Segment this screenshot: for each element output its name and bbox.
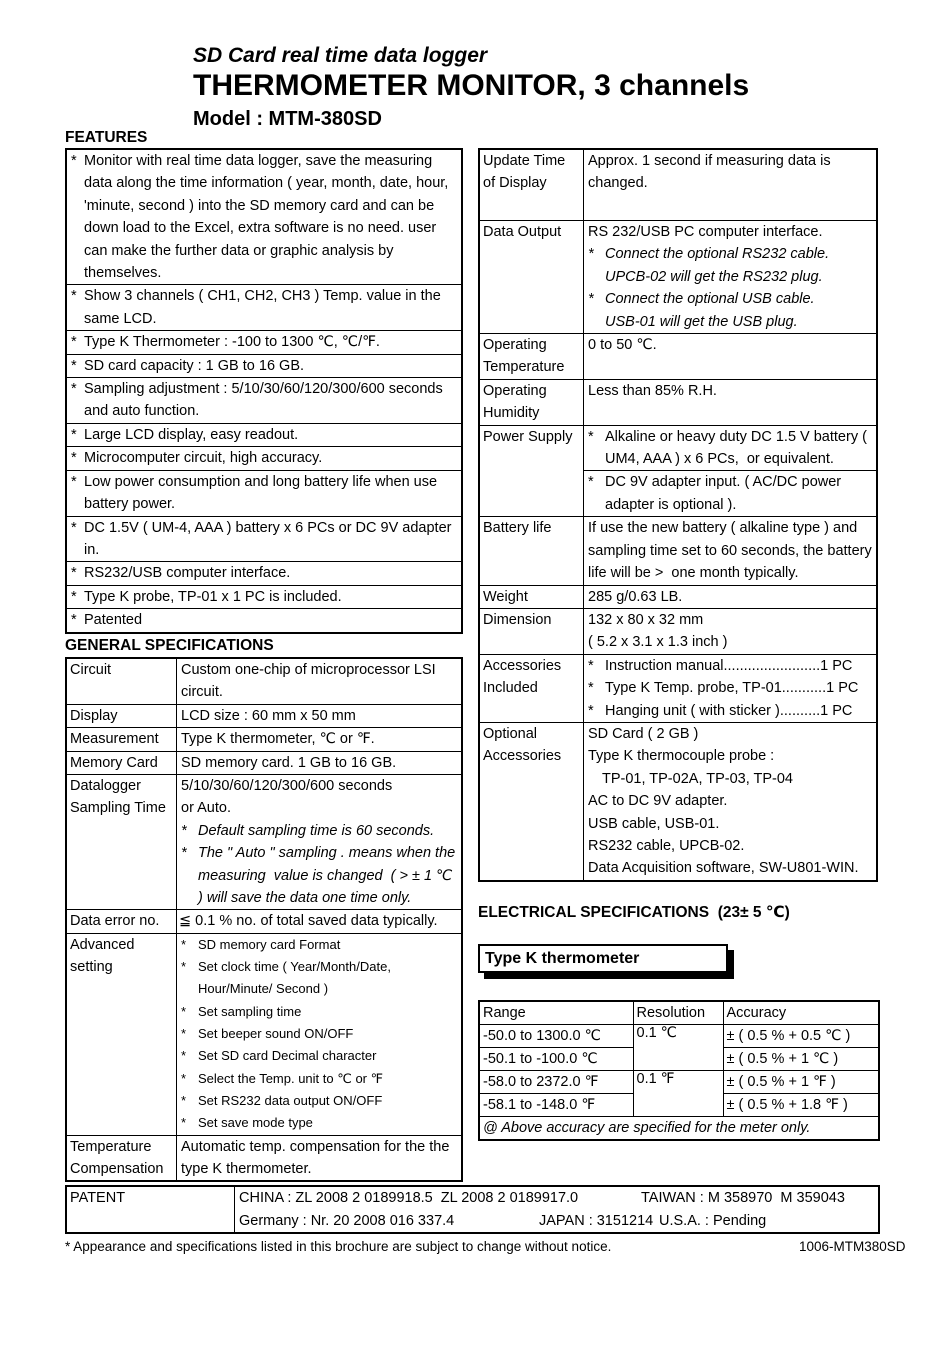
accuracy-cell: ± ( 0.5 % + 1 ℃ ) bbox=[723, 1048, 879, 1071]
spec-label: Data Output bbox=[480, 221, 584, 333]
patent-row bbox=[67, 1187, 878, 1232]
right-specs-table bbox=[478, 148, 878, 882]
spec-value: * SD memory card Format * Set clock time ( Year/Month/Date, Hour/Minute/ Second ) * Set sampling time * Set beeper sound ON/OFF * Set SD card Decimal character * Select the Temp. unit to ℃ or ℉ * Set RS232 data output ON/OFF * Set save mode type bbox=[177, 934, 461, 1135]
spec-label: Advanced setting bbox=[67, 934, 177, 1135]
spec-value: RS 232/USB PC computer interface. * Connect the optional RS232 cable. UPCB-02 will get the RS232 plug. * Connect the optional USB cable. USB-01 will get the USB plug. bbox=[588, 224, 830, 330]
accuracy-cell: ± ( 0.5 % + 1.8 ℉ ) bbox=[723, 1094, 879, 1117]
spec-row-advanced-setting bbox=[67, 933, 461, 1135]
bullet: * bbox=[71, 519, 77, 536]
spec-value: 0 to 50 ℃. bbox=[588, 337, 657, 354]
range-cell: -50.0 to 1300.0 ℃ bbox=[479, 1025, 633, 1048]
accuracy-header: Accuracy bbox=[723, 1001, 879, 1025]
feature-item: * SD card capacity : 1 GB to 16 GB. bbox=[67, 354, 461, 377]
spec-label: Temperature Compensation bbox=[67, 1136, 177, 1181]
electrical-table bbox=[478, 1000, 880, 1141]
bullet: * bbox=[588, 657, 594, 674]
spec-row-operating-temperature bbox=[480, 333, 876, 379]
bullet: * bbox=[181, 845, 187, 862]
bullet: * bbox=[71, 426, 77, 443]
patent-china: CHINA : ZL 2008 2 0189918.5 ZL 2008 2 0189917.0 bbox=[239, 1190, 579, 1206]
spec-label: Memory Card bbox=[67, 752, 177, 774]
electrical-row bbox=[479, 1071, 879, 1094]
spec-label: Weight bbox=[480, 586, 584, 608]
electrical-specs-heading: ELECTRICAL SPECIFICATIONS (23± 5 ℃) bbox=[478, 904, 790, 921]
range-cell: -50.1 to -100.0 ℃ bbox=[479, 1048, 633, 1071]
spec-row-accessories-included bbox=[480, 654, 876, 722]
spec-row-dimension bbox=[480, 608, 876, 654]
type-k-thermometer-box: Type K thermometer bbox=[478, 944, 728, 973]
accuracy-footnote: @ Above accuracy are specified for the meter only. bbox=[479, 1117, 879, 1141]
bullet: * bbox=[181, 1092, 187, 1108]
resolution-cell: 0.1 ℉ bbox=[633, 1071, 723, 1117]
bullet: * bbox=[181, 959, 187, 975]
spec-row-memory-card bbox=[67, 751, 461, 774]
bullet: * bbox=[181, 1048, 187, 1064]
feature-item: * Type K Thermometer : -100 to 1300 ℃, ℃/℉. bbox=[67, 330, 461, 353]
footer-note: * Appearance and specifications listed in this brochure are subject to change without notice. bbox=[65, 1239, 612, 1254]
spec-label: Display bbox=[67, 705, 177, 727]
spec-row-circuit bbox=[67, 659, 461, 704]
bullet: * bbox=[181, 1026, 187, 1042]
bullet: * bbox=[588, 702, 594, 719]
spec-row-datalogger-sampling bbox=[67, 774, 461, 909]
feature-item: * Patented bbox=[67, 608, 461, 631]
doc-subtitle: SD Card real time data logger bbox=[193, 44, 488, 67]
patent-japan: JAPAN : 3151214 bbox=[539, 1213, 654, 1229]
spec-value: SD Card ( 2 GB ) Type K thermocouple probe : TP-01, TP-02A, TP-03, TP-04 AC to DC 9V adapter. USB cable, USB-01. RS232 cable, UPCB-02. Data Acquisition software, SW-U801-WIN. bbox=[588, 725, 859, 877]
model-number: Model : MTM-380SD bbox=[193, 108, 382, 130]
patent-label: PATENT bbox=[67, 1187, 235, 1232]
general-specs-heading: GENERAL SPECIFICATIONS bbox=[65, 637, 274, 654]
bullet: * bbox=[588, 680, 594, 697]
spec-row-display bbox=[67, 704, 461, 727]
bullet: * bbox=[181, 822, 187, 839]
electrical-row bbox=[479, 1025, 879, 1048]
features-heading: FEATURES bbox=[65, 129, 148, 146]
electrical-header-row bbox=[479, 1001, 879, 1025]
spec-value: * Instruction manual........................1 PC * Type K Temp. probe, TP-01...........1 PC * Hanging unit ( with sticker )..........1 PC bbox=[584, 655, 876, 722]
spec-row-data-error bbox=[67, 909, 461, 932]
spec-value: 132 x 80 x 32 mm ( 5.2 x 3.1 x 1.3 inch ) bbox=[588, 611, 728, 651]
spec-label: Dimension bbox=[480, 609, 584, 654]
spec-label: Operating Temperature bbox=[480, 334, 584, 379]
bullet: * bbox=[71, 153, 77, 169]
spec-value: Less than 85% R.H. bbox=[588, 382, 717, 399]
spec-row-power-supply bbox=[480, 425, 876, 517]
patent-usa: U.S.A. : Pending bbox=[659, 1213, 767, 1229]
spec-row-update-time bbox=[480, 150, 876, 220]
spec-label: Data error no. bbox=[67, 910, 177, 932]
spec-value: Automatic temp. compensation for the the type K thermometer. bbox=[181, 1138, 454, 1177]
spec-label: Update Time of Display bbox=[480, 150, 584, 220]
range-header: Range bbox=[479, 1001, 633, 1025]
feature-item: * RS232/USB computer interface. bbox=[67, 561, 461, 584]
spec-value: ≦ 0.1 % no. of total saved data typically. bbox=[179, 913, 438, 930]
spec-row-measurement bbox=[67, 727, 461, 750]
features-table bbox=[65, 148, 463, 634]
spec-value: If use the new battery ( alkaline type ) and sampling time set to 60 seconds, the battery life will be > one month typically. bbox=[588, 520, 876, 582]
feature-item: * Low power consumption and long battery life when use battery power. bbox=[67, 470, 461, 516]
accuracy-cell: ± ( 0.5 % + 0.5 ℃ ) bbox=[723, 1025, 879, 1048]
bullet: * bbox=[588, 428, 594, 445]
bullet: * bbox=[71, 588, 77, 605]
patent-germany: Germany : Nr. 20 2008 016 337.4 bbox=[239, 1213, 455, 1229]
accuracy-cell: ± ( 0.5 % + 1 ℉ ) bbox=[723, 1071, 879, 1094]
spec-value: SD memory card. 1 GB to 16 GB. bbox=[181, 754, 397, 771]
patent-value bbox=[235, 1187, 878, 1232]
bullet: * bbox=[588, 291, 594, 308]
bullet: * bbox=[71, 288, 77, 305]
spec-row-temperature-compensation bbox=[67, 1135, 461, 1181]
patent-taiwan: TAIWAN : M 358970 M 359043 bbox=[641, 1190, 845, 1206]
spec-value: LCD size : 60 mm x 50 mm bbox=[181, 707, 356, 724]
bullet: * bbox=[71, 565, 77, 582]
bullet: * bbox=[181, 1115, 187, 1131]
doc-title: THERMOMETER MONITOR, 3 channels bbox=[193, 69, 750, 102]
bullet: * bbox=[71, 612, 77, 629]
spec-value: 5/10/30/60/120/300/600 seconds or Auto. * Default sampling time is 60 seconds. * The " Auto " sampling . means when the measuring value is changed ( > ± 1 ℃ ) will save the data one time only. bbox=[177, 775, 461, 909]
spec-label: Datalogger Sampling Time bbox=[67, 775, 177, 909]
bullet: * bbox=[181, 1003, 187, 1019]
bullet: * bbox=[71, 334, 77, 351]
spec-label: Measurement bbox=[67, 728, 177, 750]
bullet: * bbox=[71, 381, 77, 398]
bullet: * bbox=[181, 936, 187, 952]
bullet: * bbox=[588, 246, 594, 263]
feature-item: * DC 1.5V ( UM-4, AAA ) battery x 6 PCs or DC 9V adapter in. bbox=[67, 516, 461, 562]
range-cell: -58.1 to -148.0 ℉ bbox=[479, 1094, 633, 1117]
feature-item: * Sampling adjustment : 5/10/30/60/120/300/600 seconds and auto function. bbox=[67, 377, 461, 423]
spec-value: Custom one-chip of microprocessor LSI circuit. bbox=[181, 662, 440, 701]
feature-item: * Show 3 channels ( CH1, CH2, CH3 ) Temp. value in the same LCD. bbox=[67, 284, 461, 330]
range-cell: -58.0 to 2372.0 ℉ bbox=[479, 1071, 633, 1094]
electrical-footnote-row bbox=[479, 1117, 879, 1141]
spec-value: * Alkaline or heavy duty DC 1.5 V battery ( UM4, AAA ) x 6 PCs, or equivalent. * DC 9V adapter input. ( AC/DC power adapter is optional ). bbox=[584, 426, 876, 517]
bullet: * bbox=[71, 357, 77, 374]
doc-code: 1006-MTM380SD bbox=[799, 1239, 906, 1254]
bullet: * bbox=[588, 474, 594, 491]
spec-label: Optional Accessories bbox=[480, 723, 584, 880]
spec-value: Type K thermometer, ℃ or ℉. bbox=[181, 731, 375, 748]
spec-label: Operating Humidity bbox=[480, 380, 584, 425]
resolution-cell: 0.1 ℃ bbox=[633, 1025, 723, 1071]
feature-item: * Microcomputer circuit, high accuracy. bbox=[67, 446, 461, 469]
spec-label: Circuit bbox=[67, 659, 177, 704]
spec-row-weight bbox=[480, 585, 876, 608]
spec-row-battery-life bbox=[480, 516, 876, 584]
feature-item: * Type K probe, TP-01 x 1 PC is included. bbox=[67, 585, 461, 608]
patent-table bbox=[65, 1185, 880, 1234]
bullet: * bbox=[71, 473, 77, 490]
feature-item: * Large LCD display, easy readout. bbox=[67, 423, 461, 446]
spec-label: Accessories Included bbox=[480, 655, 584, 722]
resolution-header: Resolution bbox=[633, 1001, 723, 1025]
general-specs-table bbox=[65, 657, 463, 1182]
spec-row-optional-accessories bbox=[480, 722, 876, 880]
spec-label: Battery life bbox=[480, 517, 584, 584]
spec-row-operating-humidity bbox=[480, 379, 876, 425]
feature-item: * Monitor with real time data logger, save the measuring data along the time information ( year, month, date, hour, 'minute, second ) into the SD memory card and can be down load to the Excel, extra software is no need. user can make the further data or graphic analysis by themselves. bbox=[67, 150, 461, 284]
spec-label: Power Supply bbox=[480, 426, 584, 517]
spec-row-data-output bbox=[480, 220, 876, 333]
spec-value: 285 g/0.63 LB. bbox=[588, 588, 683, 605]
bullet: * bbox=[71, 450, 77, 467]
spec-value: Approx. 1 second if measuring data is changed. bbox=[588, 153, 835, 192]
bullet: * bbox=[181, 1070, 187, 1086]
